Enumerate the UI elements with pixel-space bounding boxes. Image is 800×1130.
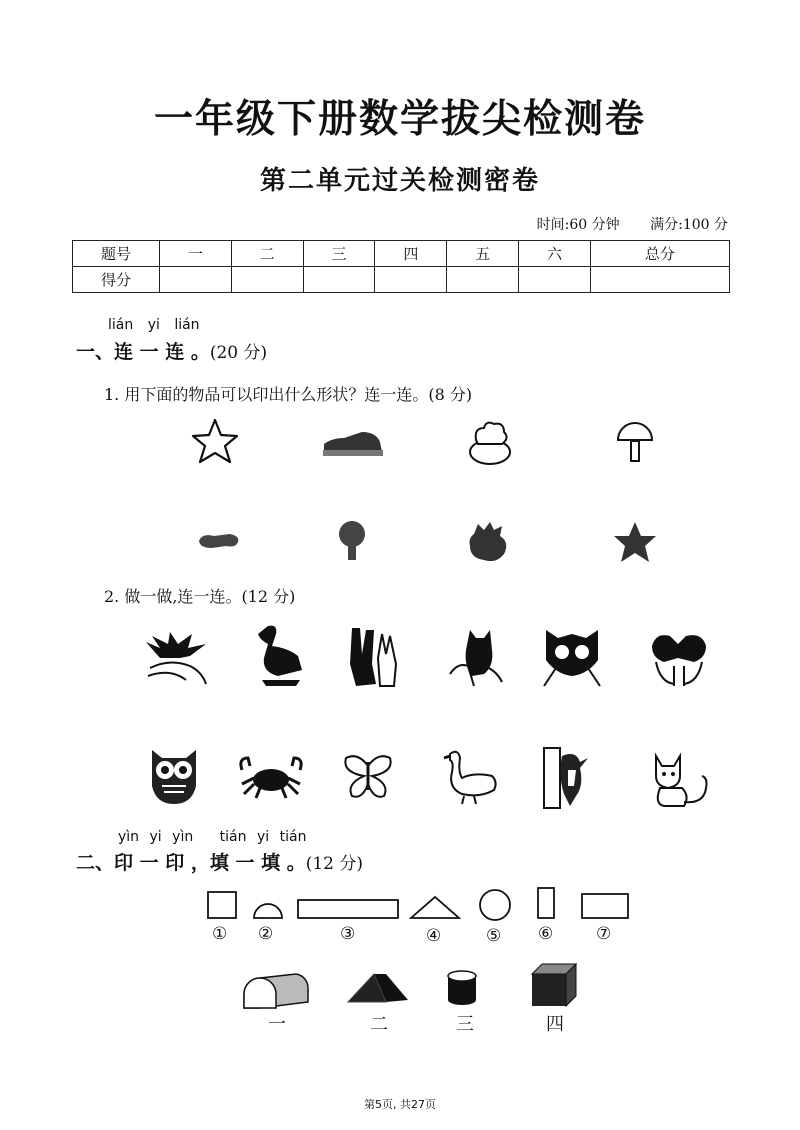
hand-shadow-owl-icon[interactable] bbox=[540, 624, 604, 690]
tall-rectangle-shape-icon bbox=[536, 886, 556, 920]
triangular-prism-solid-icon[interactable] bbox=[346, 970, 410, 1004]
triangle-shape-icon bbox=[408, 894, 462, 920]
crab-icon[interactable] bbox=[236, 752, 306, 800]
score-table bbox=[72, 240, 730, 293]
col-1: 一 bbox=[160, 241, 232, 267]
butterfly-icon[interactable] bbox=[340, 750, 396, 802]
cat-icon[interactable] bbox=[646, 748, 716, 808]
shape-label-7: ⑦ bbox=[596, 924, 612, 944]
section2-heading: 二、印 一 印 ，填 一 填 。(12 分) bbox=[76, 852, 364, 874]
page-subtitle: 第二单元过关检测密卷 bbox=[259, 166, 540, 196]
question-1: 1. 用下面的物品可以印出什么形状？连一连。(8 分) bbox=[104, 385, 473, 404]
page-title: 一年级下册数学拔尖检测卷 bbox=[153, 97, 646, 142]
circle-shape-icon bbox=[478, 888, 512, 922]
solid-label-3: 三 bbox=[456, 1014, 474, 1035]
shape-label-6: ⑥ bbox=[538, 924, 554, 944]
star-toy-icon[interactable] bbox=[190, 418, 240, 468]
shape-label-5: ⑤ bbox=[486, 926, 502, 946]
score-cell[interactable] bbox=[303, 267, 375, 293]
section1-heading: 一、连 一 连 。(20 分) bbox=[76, 341, 268, 363]
solid-label-2: 二 bbox=[370, 1014, 388, 1035]
lollipop-icon[interactable] bbox=[612, 416, 658, 470]
hand-shadow-cat-icon[interactable] bbox=[444, 626, 508, 690]
wide-rectangle-shape-icon bbox=[580, 892, 630, 920]
shape-label-3: ③ bbox=[340, 924, 356, 944]
flower-shape-icon[interactable] bbox=[464, 518, 512, 564]
score-table-header-row bbox=[73, 241, 730, 267]
half-cylinder-solid-icon[interactable] bbox=[240, 968, 312, 1012]
col-3: 三 bbox=[303, 241, 375, 267]
shoe-icon[interactable] bbox=[322, 428, 384, 458]
time-limit: 时间:60 分钟 bbox=[536, 217, 620, 233]
section2-pinyin: yìn yi yìn tián yi tián bbox=[118, 829, 307, 845]
cylinder-solid-icon[interactable] bbox=[446, 968, 478, 1006]
col-4: 四 bbox=[375, 241, 447, 267]
hand-shadow-bird-icon[interactable] bbox=[140, 628, 212, 688]
hand-shadow-goose-icon[interactable] bbox=[248, 622, 308, 688]
page-footer: 第5页, 共27页 bbox=[364, 1098, 436, 1111]
cake-mold-icon[interactable] bbox=[464, 418, 516, 470]
score-cell[interactable] bbox=[590, 267, 729, 293]
cube-solid-icon[interactable] bbox=[530, 962, 578, 1008]
solid-label-1: 一 bbox=[268, 1014, 286, 1035]
star-shape-icon[interactable] bbox=[612, 520, 658, 564]
score-cell[interactable] bbox=[160, 267, 232, 293]
section1-pinyin: lián yi lián bbox=[108, 317, 200, 333]
hand-shadow-rabbit-icon[interactable] bbox=[346, 624, 404, 690]
question-2: 2. 做一做,连一连。(12 分) bbox=[104, 587, 296, 606]
col-5: 五 bbox=[447, 241, 519, 267]
col-total: 总分 bbox=[590, 241, 729, 267]
col-6: 六 bbox=[519, 241, 591, 267]
long-rectangle-shape-icon bbox=[296, 898, 402, 920]
square-shape-icon bbox=[206, 890, 240, 920]
lollipop-shape-icon[interactable] bbox=[332, 520, 372, 562]
footprint-shape-icon[interactable] bbox=[196, 530, 242, 552]
score-cell[interactable] bbox=[375, 267, 447, 293]
shape-label-1: ① bbox=[212, 924, 228, 944]
exam-meta bbox=[511, 214, 728, 234]
col-2: 二 bbox=[231, 241, 303, 267]
score-cell[interactable] bbox=[447, 267, 519, 293]
woodpecker-icon[interactable] bbox=[540, 746, 596, 810]
score-row-label: 得分 bbox=[73, 267, 160, 293]
solid-label-4: 四 bbox=[546, 1014, 564, 1035]
swan-icon[interactable] bbox=[440, 748, 502, 806]
shape-label-4: ④ bbox=[426, 926, 442, 946]
shape-label-2: ② bbox=[258, 924, 274, 944]
semicircle-shape-icon bbox=[252, 900, 284, 920]
row-header: 题号 bbox=[73, 241, 160, 267]
score-table-score-row bbox=[73, 267, 730, 293]
score-cell[interactable] bbox=[519, 267, 591, 293]
hand-shadow-butterfly-icon[interactable] bbox=[646, 626, 712, 690]
owl-icon[interactable] bbox=[146, 746, 202, 806]
full-score: 满分:100 分 bbox=[650, 217, 728, 233]
score-cell[interactable] bbox=[231, 267, 303, 293]
